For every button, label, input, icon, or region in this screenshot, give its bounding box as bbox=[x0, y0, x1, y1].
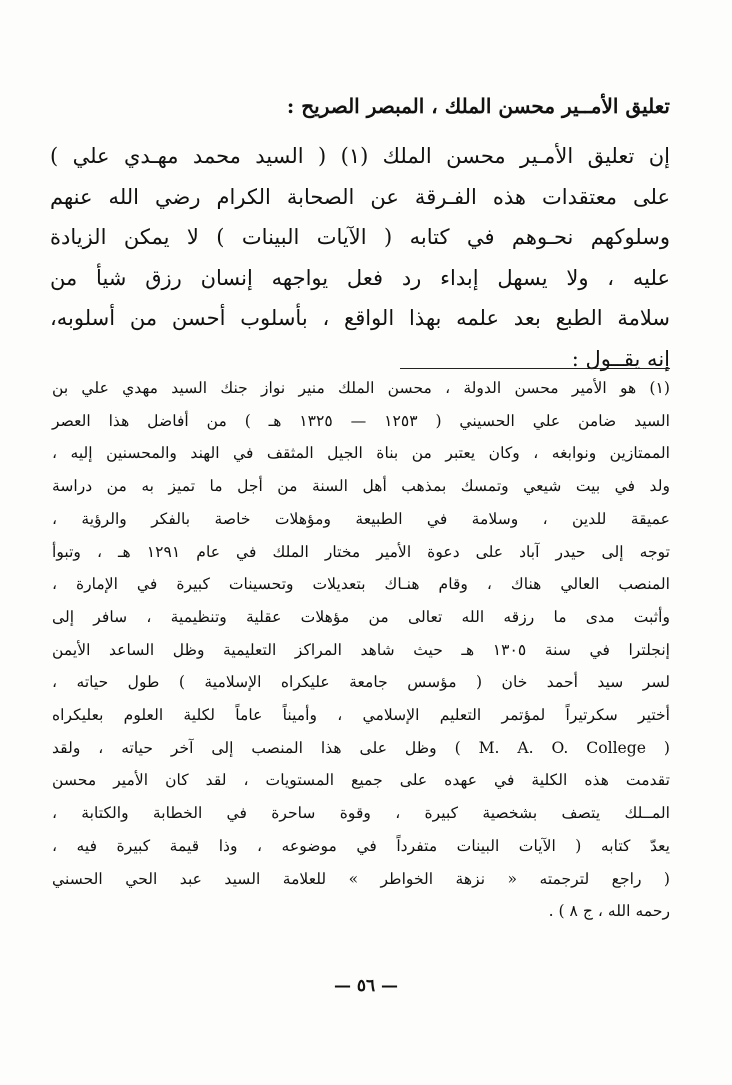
footnote-line: ( راجع لترجمته « نزهة الخواطر » للعلامة السيد عبد الحي الحسني bbox=[52, 869, 670, 888]
footnote-line: (١) هو الأمير محسن الدولة ، محسن الملك منير نواز جنك السيد مهدي علي بن bbox=[52, 379, 670, 397]
footnote-separator bbox=[400, 368, 670, 369]
footnote-line: وأثبت مدى ما رزقه الله تعالى من مؤهلات عقلية وتنظيمية ، سافر إلى bbox=[52, 607, 670, 626]
page-number: — ٥٦ — bbox=[333, 976, 399, 996]
footnote-line: إنجلترا في سنة ١٣٠٥ هـ حيث شاهد المراكز التعليمية وظل الساعد الأيمن bbox=[52, 640, 671, 659]
footnote-line: ولد في بيت شيعي وتمسك بمذهب أهل السنة من أجل ما تميز به من دراسة bbox=[52, 477, 670, 496]
footnote bbox=[52, 372, 670, 928]
section-heading: تعليق الأمــير محسن الملك ، المبصر الصريح : bbox=[286, 94, 670, 118]
footnote-line: المــلك يتصف بشخصية كبيرة ، وقوة ساحرة في الخطابة والكتابة ، bbox=[52, 804, 670, 823]
main-text-line: إن تعليق الأمـير محسن الملك (١) ( السيد محمد مهـدي علي ) bbox=[50, 144, 671, 168]
footnote-line: رحمه الله ، ج ٨ ) . bbox=[548, 902, 670, 921]
footnote-line: عميقة للدين ، وسلامة في الطبيعة ومؤهلات خاصة بالفكر والرؤية ، bbox=[52, 509, 670, 528]
main-text-line: إنه يقــول : bbox=[571, 346, 670, 371]
main-text-line: عليه ، ولا يسهل إبداء رد فعل يواجهه إنسان رزق شيأ من bbox=[50, 265, 670, 290]
footnote-line: يعدّ كتابه ( الآيات البينات متفرداً في موضوعه ، وذا قيمة كبيرة فيه ، bbox=[52, 836, 670, 855]
footnote-line: ( M. A. O. College ) وظل على هذا المنصب إلى آخر حياته ، ولقد bbox=[52, 738, 670, 757]
footnote-line: المنصب العالي هناك ، وقام هنـاك بتعديلات وتحسينات كبيرة في الإمارة ، bbox=[52, 575, 670, 594]
main-text-line: وسلوكهم نحـوهم في كتابه ( الآيات البينات ) لا يمكن الزيادة bbox=[50, 225, 670, 249]
footnote-line: الممتازين ونوابغه ، وكان يعتبر من بناة الجيل المثقف في الهند والمحسنين إليه ، bbox=[52, 444, 670, 463]
footnote-line: لسر سيد أحمد خان ( مؤسس جامعة عليكراه الإسلامية ) طول حياته ، bbox=[52, 673, 670, 692]
footnote-line: السيد ضامن علي الحسيني ( ١٢٥٣ — ١٣٢٥ هـ ) من أفاضل هذا العصر bbox=[52, 411, 671, 430]
main-text bbox=[50, 136, 670, 379]
footnote-line: أختير سكرتيراً لمؤتمر التعليم الإسلامي ، وأميناً عاماً لكلية العلوم بعليكراه bbox=[52, 706, 670, 725]
footnote-line: تقدمت هذه الكلية في عهده على جميع المستويات ، لقد كان الأمير محسن bbox=[52, 771, 670, 790]
footnote-line: توجه إلى حيدر آباد على دعوة الأمير مختار الملك في عام ١٢٩١ هـ ، وتبوأ bbox=[52, 542, 670, 561]
main-text-line: على معتقدات هذه الفـرقة عن الصحابة الكرام رضي الله عنهم bbox=[50, 184, 670, 209]
main-text-line: سلامة الطبع بعد علمه بهذا الواقع ، بأسلوب أحسن من أسلوبه، bbox=[50, 306, 670, 330]
